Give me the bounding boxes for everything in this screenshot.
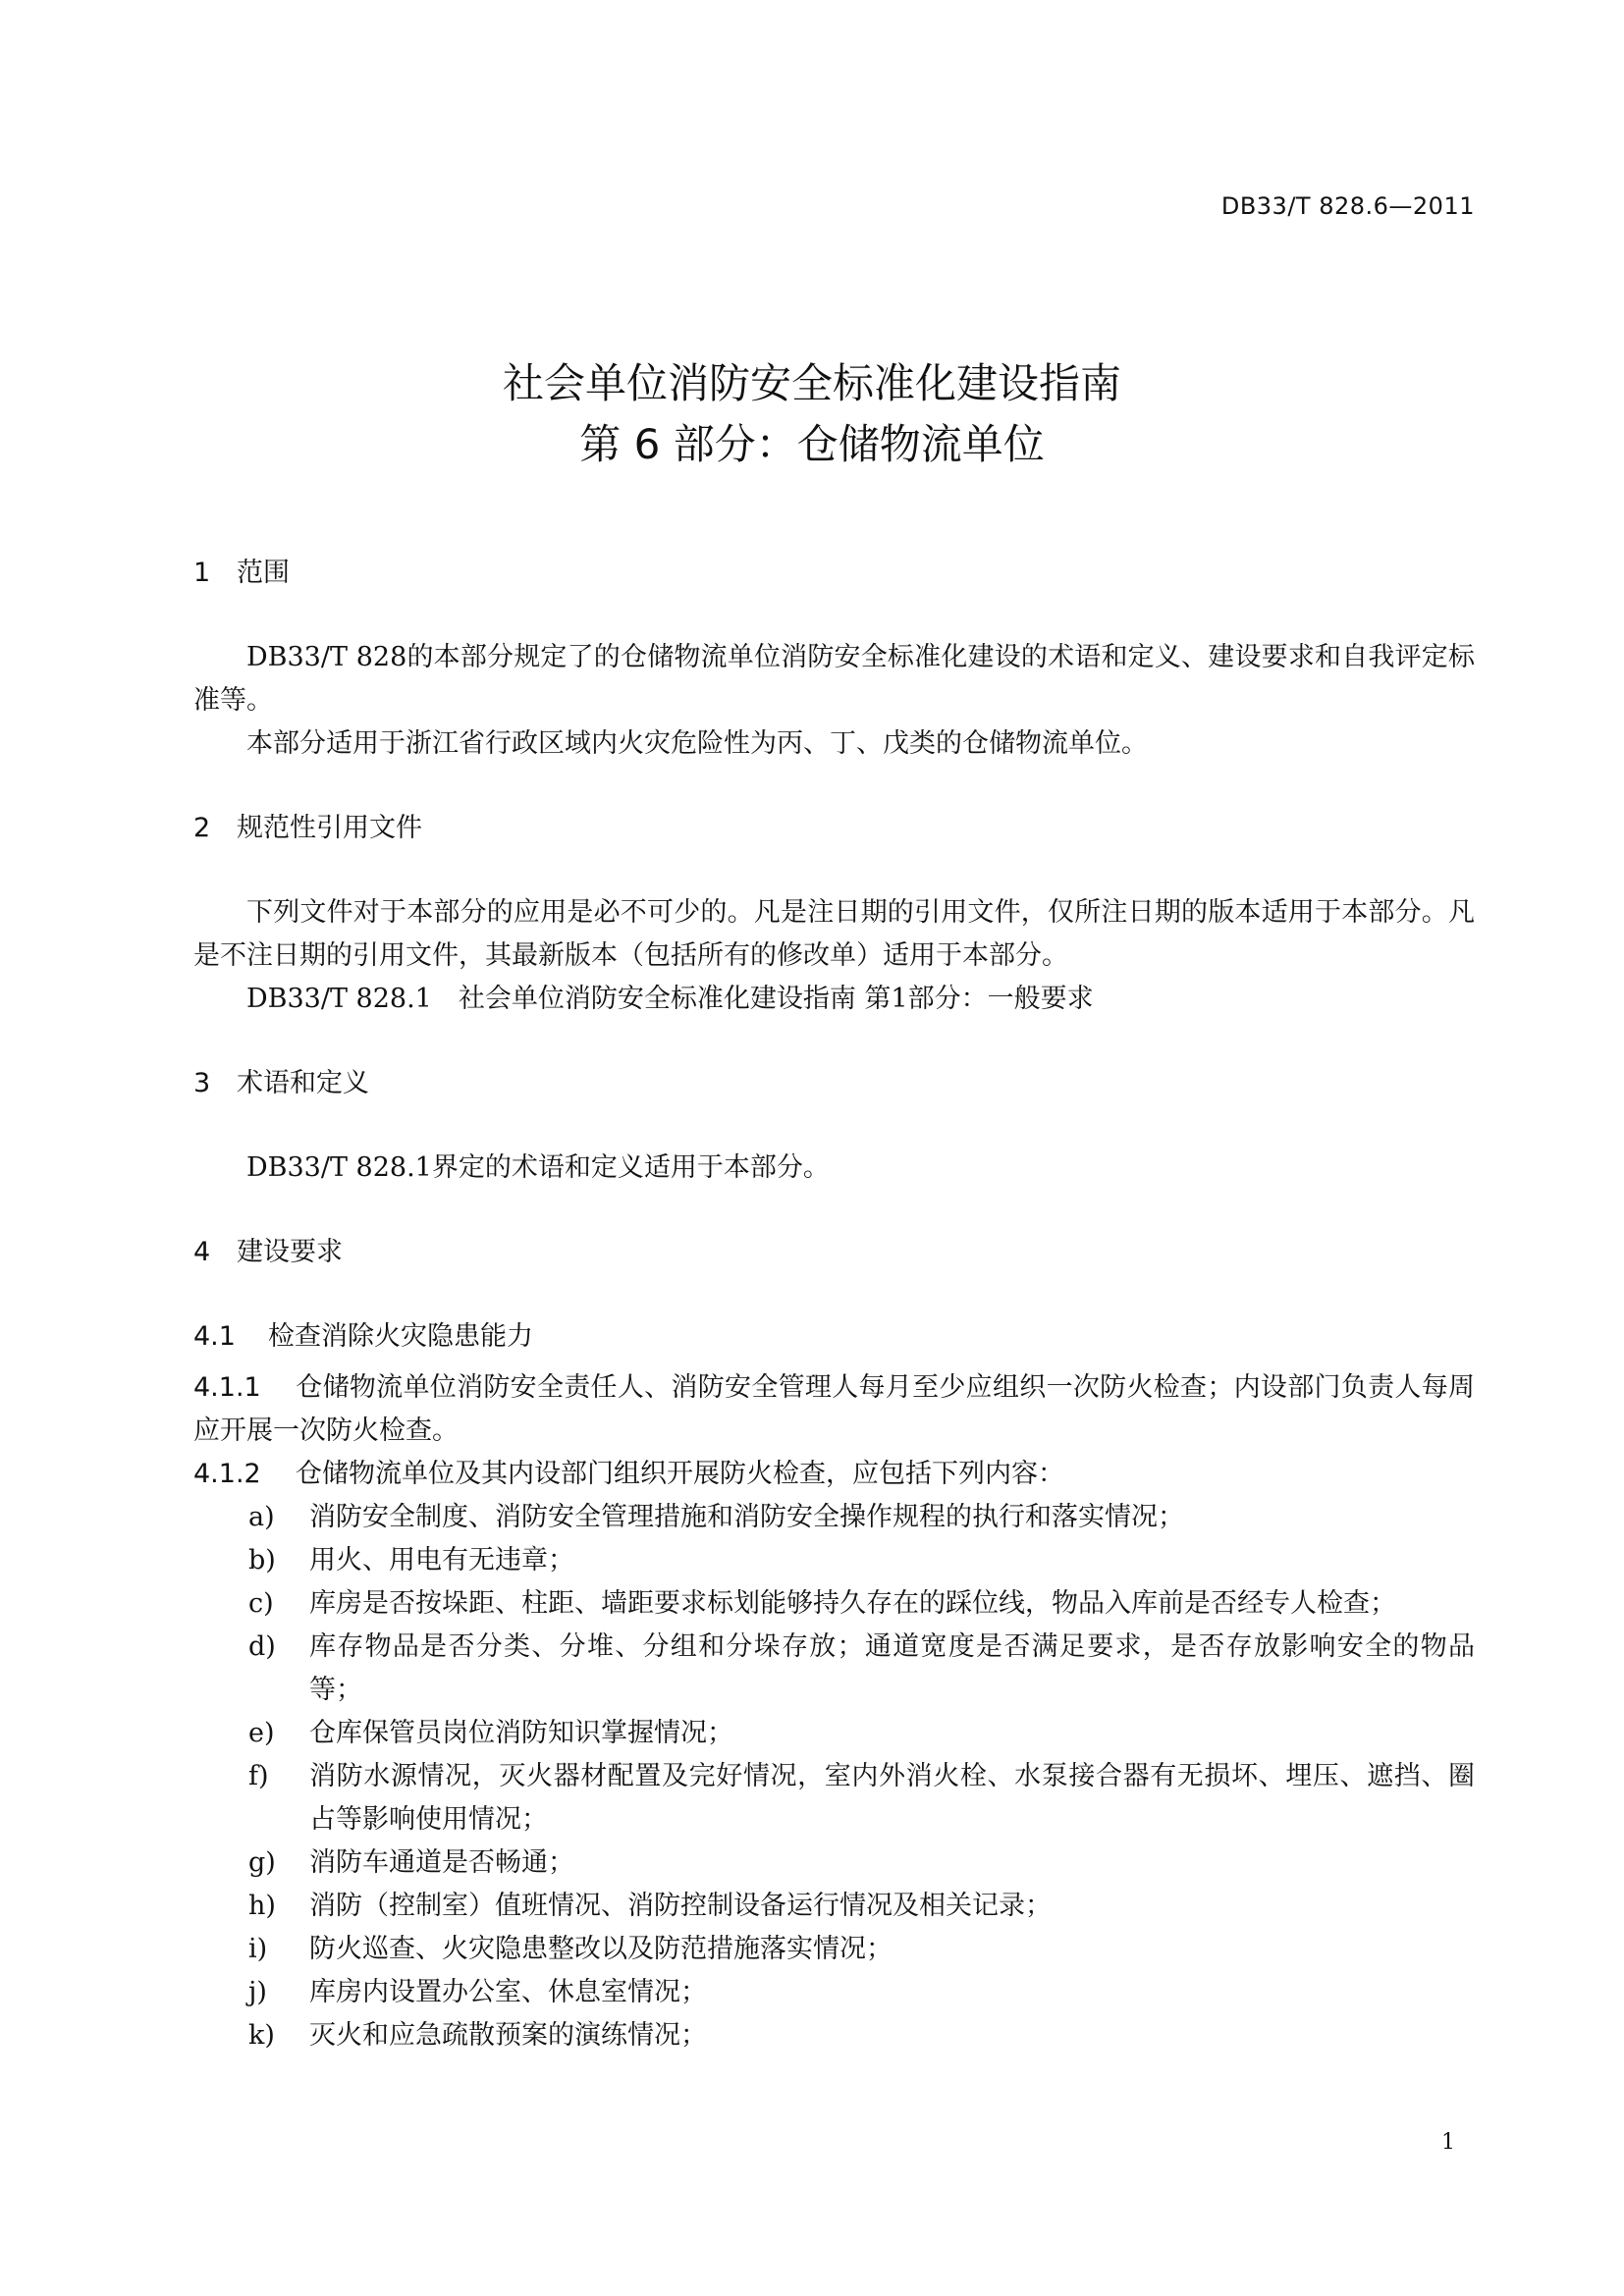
section-3-heading: [193, 1062, 1475, 1105]
paragraph: 下列文件对于本部分的应用是必不可少的。凡是注日期的引用文件，仅所注日期的版本适用于本部分。凡是不注日期的引用文件，其最新版本（包括所有的修改单）适用于本部分。: [193, 897, 1475, 971]
title-line-2: 第 6 部分：仓储物流单位: [579, 420, 1045, 468]
subsection-4-1-heading: [193, 1315, 1475, 1359]
paragraph: DB33/T 828的本部分规定了的仓储物流单位消防安全标准化建设的术语和定义、建设要求和自我评定标准等。: [193, 642, 1475, 716]
title-line-1: 社会单位消防安全标准化建设指南: [502, 359, 1121, 407]
section-number: 2: [193, 813, 211, 843]
paragraph: DB33/T 828.1界定的术语和定义适用于本部分。: [246, 1152, 830, 1183]
paragraph: 本部分适用于浙江省行政区域内火灾危险性为丙、丁、戊类的仓储物流单位。: [246, 728, 1148, 759]
standard-code: DB33/T 828.6—2011: [1220, 192, 1475, 220]
clause-text: 仓储物流单位及其内设部门组织开展防火检查，应包括下列内容：: [296, 1459, 1064, 1489]
section-1-heading: [193, 552, 1475, 595]
subsection-number: 4.1: [193, 1321, 236, 1352]
section-title: 规范性引用文件: [237, 813, 422, 843]
list-item: c) 库房是否按垛距、柱距、墙距要求标划能够持久存在的踩位线，物品入库前是否经专人检查；: [248, 1588, 1396, 1619]
clause-text: 仓储物流单位消防安全责任人、消防安全管理人每月至少应组织一次防火检查；内设部门负责人每周应开展一次防火检查。: [193, 1372, 1475, 1446]
page-number: 1: [1441, 2130, 1455, 2155]
section-number: 3: [193, 1068, 211, 1098]
list-item: g) 消防车通道是否畅通；: [248, 1847, 574, 1878]
list-item: k) 灭火和应急疏散预案的演练情况；: [248, 2020, 707, 2051]
clause-number: 4.1.1: [193, 1372, 261, 1403]
list-item: j) 库房内设置办公室、休息室情况；: [248, 1977, 707, 2007]
section-title: 建设要求: [237, 1237, 343, 1267]
section-number: 4: [193, 1237, 211, 1267]
subsection-title: 检查消除火灾隐患能力: [268, 1321, 533, 1352]
list-item: d) 库存物品是否分类、分堆、分组和分垛存放；通道宽度是否满足要求，是否存放影响安全的物品等；: [248, 1631, 1475, 1705]
document-title: [0, 353, 1624, 475]
clause-4-1-1: [193, 1366, 1475, 1453]
list-item: i) 防火巡查、火灾隐患整改以及防范措施落实情况；: [248, 1934, 893, 1964]
list-item: f) 消防水源情况，灭火器材配置及完好情况，室内外消火栓、水泵接合器有无损坏、埋压、遮挡、圈占等影响使用情况；: [248, 1761, 1475, 1835]
section-4-heading: [193, 1231, 1475, 1274]
section-title: 范围: [237, 558, 290, 588]
list-item: e) 仓库保管员岗位消防知识掌握情况；: [248, 1718, 733, 1748]
reference-entry: DB33/T 828.1 社会单位消防安全标准化建设指南 第1部分：一般要求: [246, 984, 1094, 1014]
list-item: h) 消防（控制室）值班情况、消防控制设备运行情况及相关记录；: [248, 1891, 1052, 1921]
document-body: [193, 552, 1475, 2057]
list-item: b) 用火、用电有无违章；: [248, 1545, 574, 1575]
section-title: 术语和定义: [237, 1068, 369, 1098]
clause-number: 4.1.2: [193, 1459, 261, 1489]
clause-4-1-2: [193, 1453, 1475, 1496]
section-number: 1: [193, 558, 211, 588]
section-2-heading: [193, 807, 1475, 850]
list-item: a) 消防安全制度、消防安全管理措施和消防安全操作规程的执行和落实情况；: [248, 1502, 1184, 1532]
inspection-items-list: [193, 1496, 1475, 2057]
